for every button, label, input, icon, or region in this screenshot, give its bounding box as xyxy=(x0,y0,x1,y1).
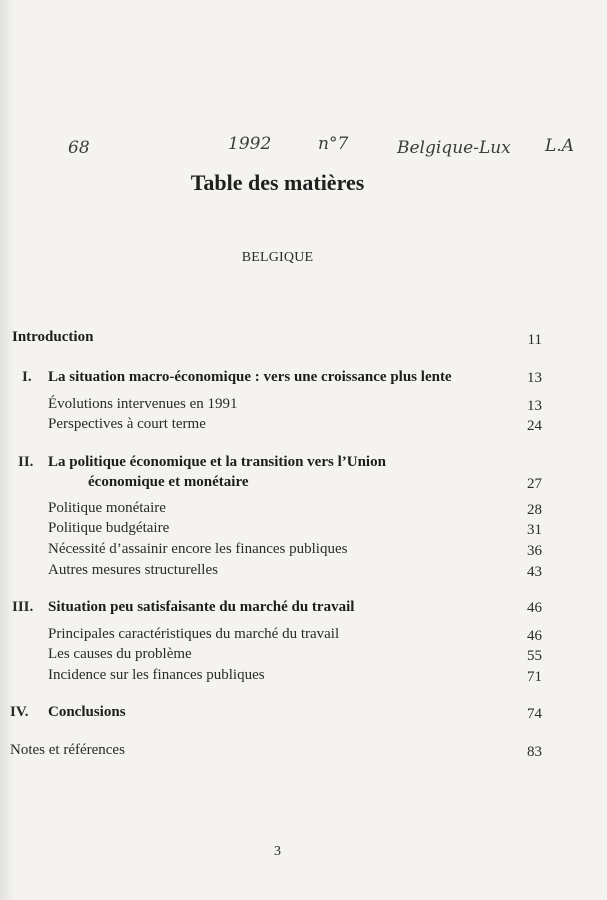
toc-section-2-title-line1: La politique économique et la transition vers l’Union xyxy=(48,454,386,470)
toc-entry: Autres mesures structurelles xyxy=(48,562,218,578)
toc-entry: Incidence sur les finances publiques xyxy=(48,667,265,683)
toc-entry-page: 31 xyxy=(527,522,542,538)
toc-entry: Perspectives à court terme xyxy=(48,416,206,432)
toc-section-2-number: II. xyxy=(18,454,34,470)
page-title: Table des matières xyxy=(190,170,365,195)
country-heading: BELGIQUE xyxy=(241,250,314,265)
toc-entry: Les causes du problème xyxy=(48,646,192,662)
toc-section-2-title-line2: économique et monétaire xyxy=(88,474,249,490)
toc-section-1-page: 13 xyxy=(527,370,542,386)
toc-entry: Évolutions intervenues en 1991 xyxy=(48,396,238,412)
toc-section-2-page: 27 xyxy=(527,476,542,492)
handwritten-year: 1992 xyxy=(228,134,272,154)
page-number: 3 xyxy=(274,844,281,859)
toc-entry: Principales caractéristiques du marché du travail xyxy=(48,626,340,642)
toc-section-1-number: I. xyxy=(22,369,32,385)
toc-notes: Notes et références xyxy=(10,742,125,758)
toc-notes-page: 83 xyxy=(527,744,542,760)
toc-entry: Politique budgétaire xyxy=(48,520,170,536)
toc-section-4-number: IV. xyxy=(10,704,29,720)
toc-section-3-title: Situation peu satisfaisante du marché du travail xyxy=(48,599,355,615)
toc-entry-page: 36 xyxy=(527,543,542,559)
toc-introduction-page: 11 xyxy=(527,332,542,348)
toc-entry-page: 28 xyxy=(527,502,542,518)
toc-entry: Nécessité d’assainir encore les finances publiques xyxy=(48,541,348,557)
toc-entry-page: 43 xyxy=(527,564,542,580)
toc-section-4-title: Conclusions xyxy=(48,704,126,720)
toc-section-4-page: 74 xyxy=(527,706,542,722)
toc-entry-page: 71 xyxy=(527,669,542,685)
toc-entry-page: 46 xyxy=(527,628,542,644)
toc-section-3-page: 46 xyxy=(527,600,542,616)
handwritten-issue: n°7 xyxy=(318,134,349,154)
toc-entry: Politique monétaire xyxy=(48,500,166,516)
toc-entry-page: 24 xyxy=(527,418,542,434)
page-edge-shadow xyxy=(0,0,14,900)
handwritten-code: L.A xyxy=(545,136,574,156)
handwritten-country: Belgique-Lux xyxy=(397,138,511,158)
toc-entry-page: 13 xyxy=(527,398,542,414)
handwritten-ref: 68 xyxy=(68,138,90,158)
toc-section-1-title: La situation macro-économique : vers une croissance plus lente xyxy=(48,369,452,385)
toc-entry-page: 55 xyxy=(527,648,542,664)
toc-section-3-number: III. xyxy=(12,599,34,615)
toc-introduction: Introduction xyxy=(12,329,94,345)
